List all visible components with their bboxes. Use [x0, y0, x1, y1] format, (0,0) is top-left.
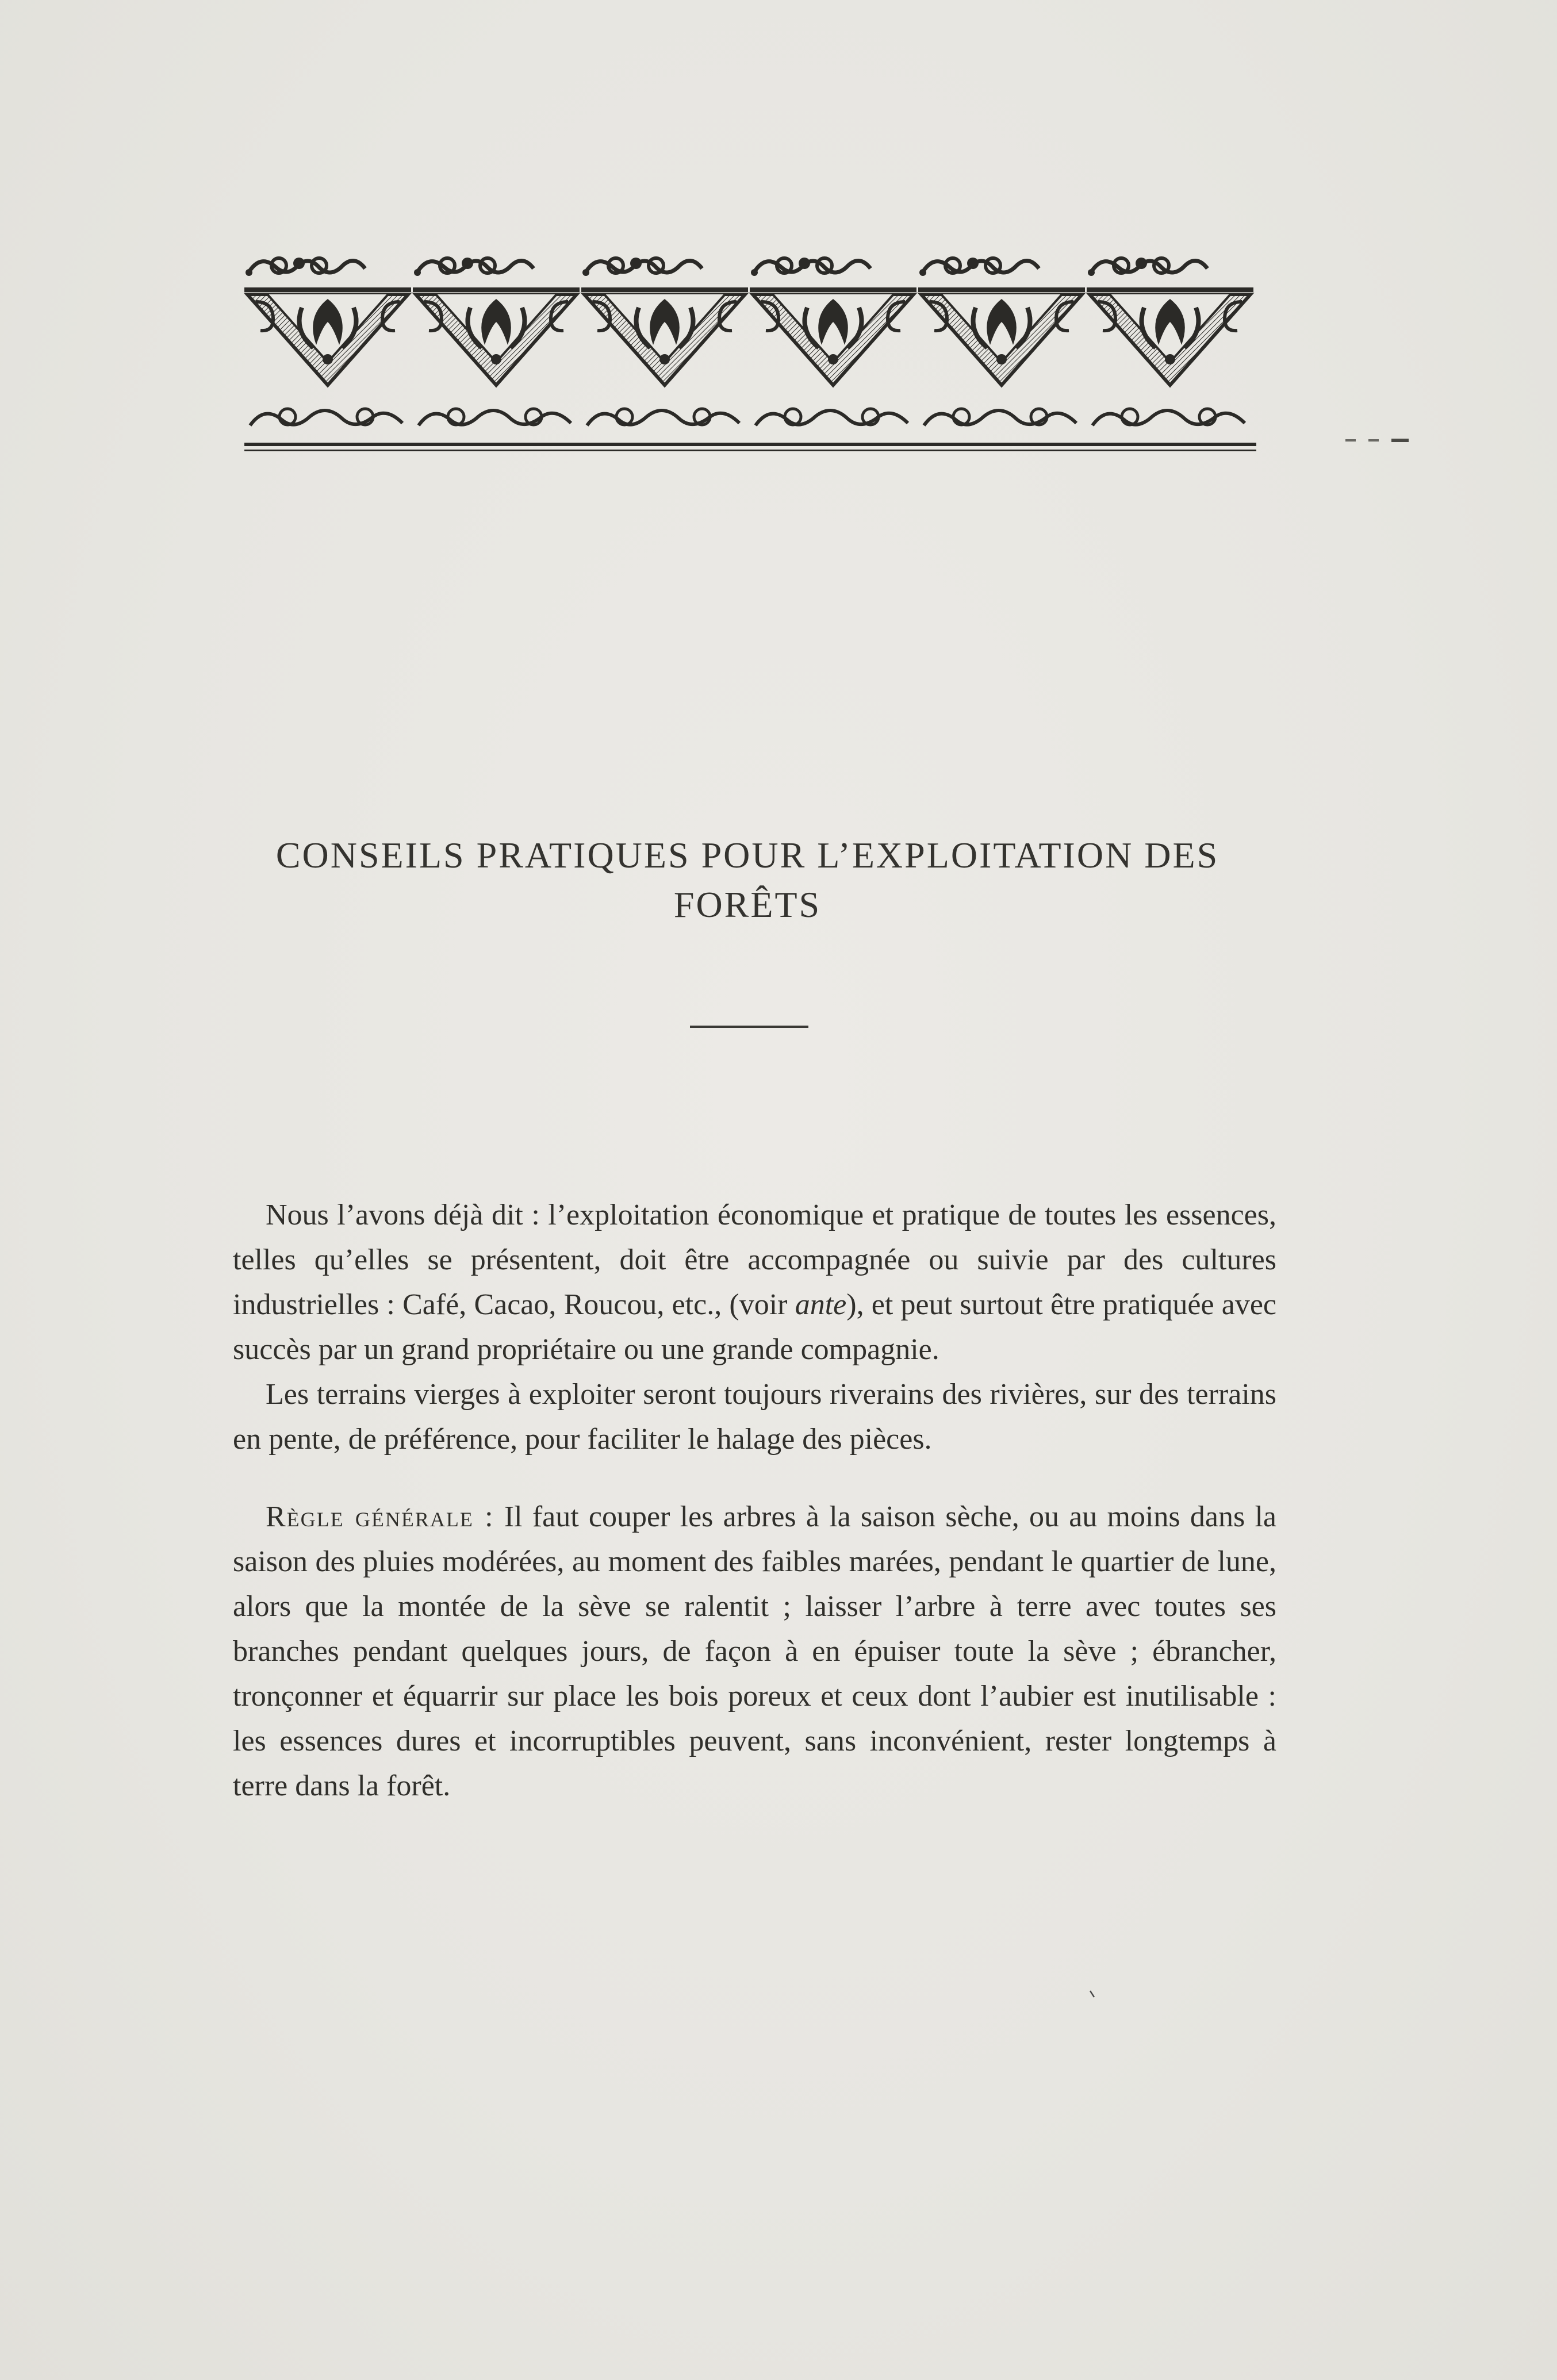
paragraph-3 — [233, 1495, 1276, 1809]
title-divider — [690, 1026, 808, 1028]
ornamental-frieze-icon — [244, 253, 1256, 460]
chapter-title-line-2: FORÊTS — [673, 884, 822, 925]
chapter-title-line-1: CONSEILS PRATIQUES POUR L’EXPLOITATION DES — [275, 835, 1219, 876]
chapter-title — [172, 831, 1322, 930]
paragraph-2: Les terrains vierges à exploiter seront toujours riverains des rivières, sur des terrains en pente, de préférence, pour faciliter le halage des pièces. — [233, 1378, 1276, 1456]
paragraph-1-italic: ante — [795, 1288, 847, 1321]
body-text — [233, 1193, 1276, 1809]
stray-ink-mark — [1090, 1990, 1095, 1998]
regle-generale-label: Règle générale : — [266, 1500, 494, 1533]
paragraph-1-tail: ), et peut surtout être pratiquée avec succès par un grand propriétaire ou une grande compagnie. — [233, 1288, 1277, 1366]
paragraph-1 — [233, 1193, 1276, 1372]
paragraph-1-text: Nous l’avons déjà dit : l’exploitation économique et pratique de toutes les essences, telles qu’elles se présentent, doit être accompagnée ou suivie par des cultures industrielles : Café, Cacao, Roucou, etc., (voir — [233, 1199, 1276, 1321]
paragraph-3-text: Il faut couper les arbres à la saison sèche, ou au moins dans la saison des pluies modérées, au moment des faibles marées, pendant le quartier de lune, alors que la montée de la sève se ralentit ; laisser l’arbre à terre avec toutes ses branches pendant quelques jours, de façon à en épuiser toute la sève ; ébrancher, tronçonner et équarrir sur place les bois poreux et ceux dont l’aubier est inutilisable : les essences dures et incorruptibles peuvent, sans inconvénient, rester longtemps à terre dans la forêt. — [233, 1500, 1276, 1802]
margin-dash-mark — [1345, 438, 1414, 443]
